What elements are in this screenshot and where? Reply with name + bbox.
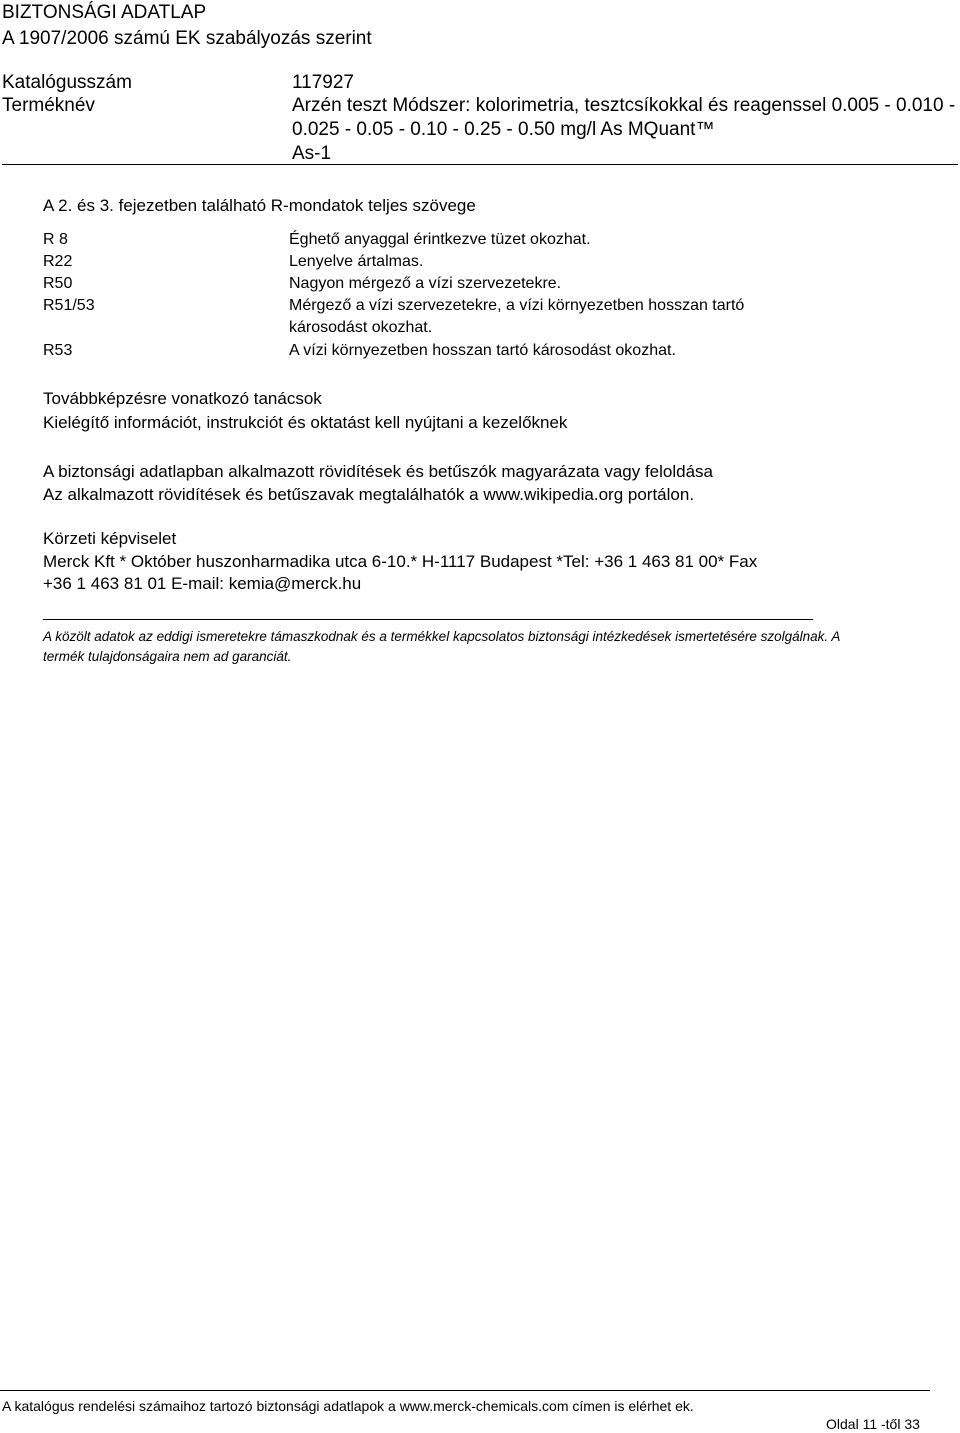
disclaimer-divider — [43, 619, 813, 620]
header-divider — [2, 164, 958, 165]
training-title: Továbbképzésre vonatkozó tanácsok — [43, 389, 322, 408]
abbreviations-text: Az alkalmazott rövidítések és betűszavak megtalálhatók a www.wikipedia.org portálon. — [43, 485, 695, 504]
r-phrase-text: Nagyon mérgező a vízi szervezetekre. — [289, 275, 562, 292]
r-phrase-text: károsodást okozhat. — [289, 319, 433, 336]
product-name-line: As-1 — [292, 143, 332, 164]
page-number: Oldal 11 -től 33 — [826, 1416, 920, 1432]
footer-divider — [0, 1390, 930, 1391]
document-title: BIZTONSÁGI ADATLAP — [2, 2, 207, 23]
catalog-number-label: Katalógusszám — [2, 72, 132, 93]
r-phrases-title: A 2. és 3. fejezetben található R-mondatok teljes szövege — [43, 196, 476, 215]
contact-line: +36 1 463 81 01 E-mail: kemia@merck.hu — [43, 574, 362, 593]
catalog-number-value: 117927 — [292, 72, 354, 93]
product-name-line: 0.025 - 0.05 - 0.10 - 0.25 - 0.50 mg/l As MQuant™ — [292, 119, 715, 140]
local-representative-title: Körzeti képviselet — [43, 529, 177, 548]
r-phrase-code: R 8 — [43, 231, 68, 248]
disclaimer-line: A közölt adatok az eddigi ismeretekre támaszkodnak és a termékkel kapcsolatos biztonsági intézkedések ismertetésére szolgálnak. A — [43, 629, 841, 644]
contact-line: Merck Kft * Október huszonharmadika utca 6-10.* H-1117 Budapest *Tel: +36 1 463 81 00* Fax — [43, 552, 758, 571]
abbreviations-title: A biztonsági adatlapban alkalmazott rövidítések és betűszók magyarázata vagy feloldása — [43, 462, 714, 481]
training-text: Kielégítő információt, instrukciót és oktatást kell nyújtani a kezelőknek — [43, 413, 568, 432]
r-phrase-code: R22 — [43, 253, 73, 270]
product-name-line: Arzén teszt Módszer: kolorimetria, tesztcsíkokkal és reagenssel 0.005 - 0.010 - — [292, 95, 956, 116]
r-phrase-code: R50 — [43, 275, 73, 292]
regulation-subtitle: A 1907/2006 számú EK szabályozás szerint — [2, 28, 372, 49]
r-phrase-text: Éghető anyaggal érintkezve tüzet okozhat. — [289, 231, 591, 248]
r-phrase-text: A vízi környezetben hosszan tartó károsodást okozhat. — [289, 342, 676, 359]
r-phrase-code: R53 — [43, 342, 73, 359]
r-phrase-text: Mérgező a vízi szervezetekre, a vízi környezetben hosszan tartó — [289, 297, 745, 314]
r-phrase-text: Lenyelve ártalmas. — [289, 253, 424, 270]
product-name-label: Terméknév — [2, 95, 95, 116]
disclaimer-line: termék tulajdonságaira nem ad garanciát. — [43, 649, 292, 664]
footer-note: A katalógus rendelési számaihoz tartozó biztonsági adatlapok a www.merck-chemicals.com címen is elérhet ek. — [2, 1398, 694, 1414]
r-phrase-code: R51/53 — [43, 297, 95, 314]
